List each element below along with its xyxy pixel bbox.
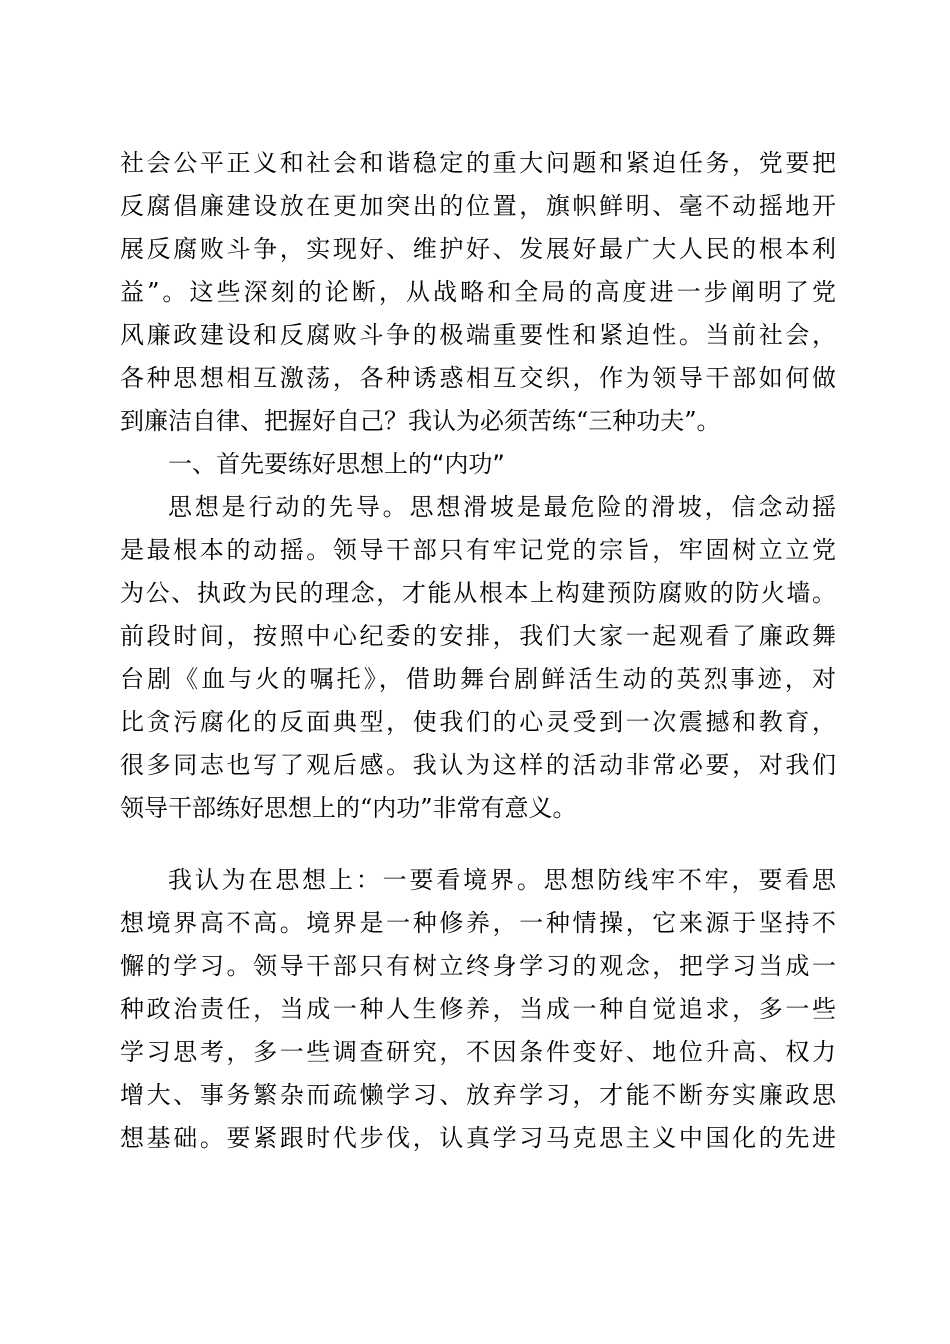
text-line: 学习思考，多一些调查研究，不因条件变好、地位升高、权力 (120, 1038, 836, 1066)
text-line: 增大、事务繁杂而疏懒学习、放弃学习，才能不断夯实廉政思 (120, 1081, 836, 1109)
text-line: 是最根本的动摇。领导干部只有牢记党的宗旨，牢固树立立党 (120, 536, 836, 564)
text-line: 种政治责任，当成一种人生修养，当成一种自觉追求，多一些 (120, 995, 836, 1023)
text-line: 很多同志也写了观后感。我认为这样的活动非常必要，对我们 (120, 751, 836, 779)
text-line: 台剧《血与火的嘱托》，借助舞台剧鲜活生动的英烈事迹，对 (120, 665, 836, 693)
text-line: 领导干部练好思想上的“内功”非常有意义。 (120, 794, 577, 822)
text-line: 展反腐败斗争，实现好、维护好、发展好最广大人民的根本利 (120, 235, 836, 263)
text-line: 社会公平正义和社会和谐稳定的重大问题和紧迫任务，党要把 (120, 149, 836, 177)
text-line: 我认为在思想上：一要看境界。思想防线牢不牢，要看思 (168, 866, 836, 894)
text-line: 益”。这些深刻的论断，从战略和全局的高度进一步阐明了党 (120, 278, 836, 306)
section-heading: 一、首先要练好思想上的“内功” (168, 450, 505, 478)
text-line: 前段时间，按照中心纪委的安排，我们大家一起观看了廉政舞 (120, 622, 836, 650)
text-line: 比贪污腐化的反面典型，使我们的心灵受到一次震撼和教育， (120, 708, 836, 736)
text-line: 懈的学习。领导干部只有树立终身学习的观念，把学习当成一 (120, 952, 836, 980)
text-line: 想境界高不高。境界是一种修养，一种情操，它来源于坚持不 (120, 909, 836, 937)
text-line: 思想是行动的先导。思想滑坡是最危险的滑坡，信念动摇 (168, 493, 836, 521)
text-line: 为公、执政为民的理念，才能从根本上构建预防腐败的防火墙。 (120, 579, 836, 607)
text-line: 到廉洁自律、把握好自己？我认为必须苦练“三种功夫”。 (120, 407, 721, 435)
text-line: 风廉政建设和反腐败斗争的极端重要性和紧迫性。当前社会， (120, 321, 836, 349)
text-line: 反腐倡廉建设放在更加突出的位置，旗帜鲜明、毫不动摇地开 (120, 192, 836, 220)
text-line: 各种思想相互激荡，各种诱惑相互交织，作为领导干部如何做 (120, 364, 836, 392)
text-line: 想基础。要紧跟时代步伐，认真学习马克思主义中国化的先进 (120, 1124, 836, 1152)
